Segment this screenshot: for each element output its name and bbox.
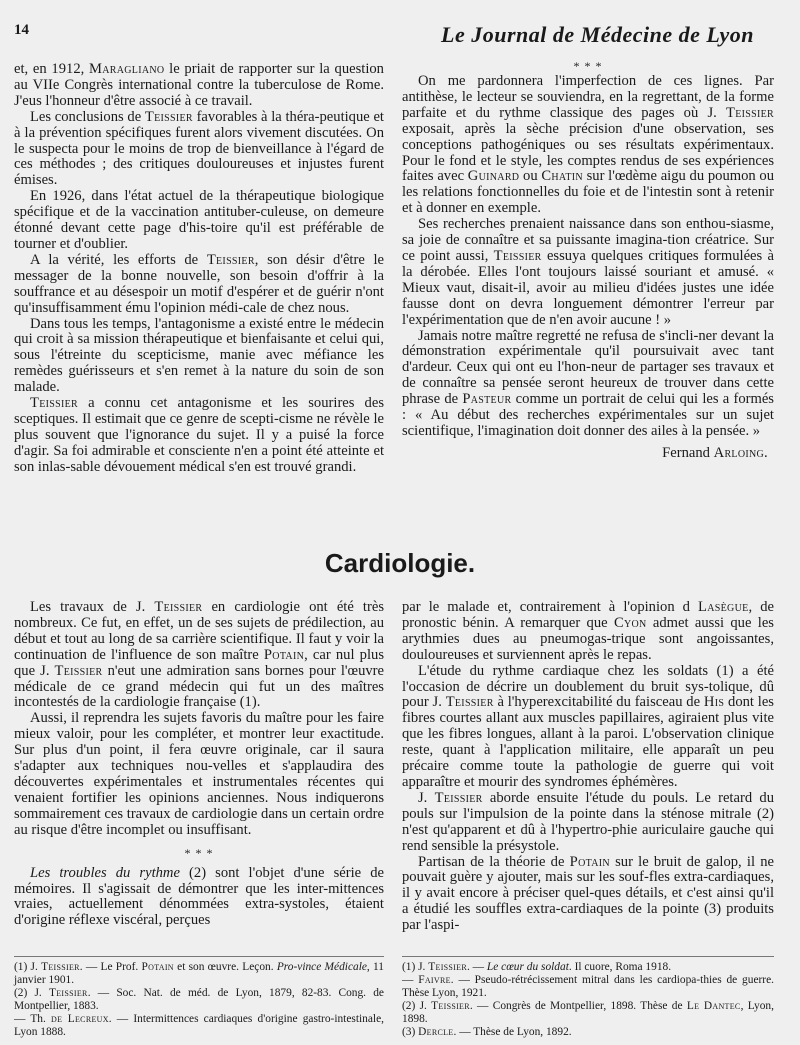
- bottom-left-text: [14, 600, 384, 839]
- person-name: Pasteur: [462, 391, 512, 408]
- person-name: Potain: [141, 961, 174, 973]
- paragraph: (1) J. Teissier. — Le cœur du soldat. Il cuore, Roma 1918.: [402, 961, 672, 973]
- person-name: Guinard: [467, 168, 520, 185]
- paragraph: (1) J. Teissier. — Le Prof. Potain et son œuvre. Leçon. Pro-vince Médicale, 11 janvier 1901.: [14, 961, 384, 986]
- paragraph: On me pardonnera l'imperfection de ces lignes. Par antithèse, le lecteur se souviendra, en la regrettant, de la forme parfaite et du rythme classique des pages où J. Teissier exposait, après la sèche précision d'une observation, ses conceptions pathogéniques ou ses résultats expérimentaux. Pour le fond et le style, les comptes rendus de ses expériences faites avec Guinard ou Chatin sur l'œdème aigu du poumon ou les relations fonctionnelles du foie et de l'intestin sont à retenir et à donner en exemple.: [402, 73, 774, 217]
- person-name: Faivre: [418, 974, 451, 986]
- paragraph: et, en 1912, Maragliano le priait de rapporter sur la question au VIIe Congrès international contre la tuberculose de Rome. J'eus l'honneur d'être associé à ce travail.: [14, 61, 384, 109]
- paragraph: — Faivre. — Pseudo-rétrécissement mitral dans les cardiopa-thies de guerre. Thèse Lyon, 1921.: [402, 974, 774, 999]
- person-name: de Lecreux: [51, 1013, 109, 1025]
- person-name: Teissier: [144, 108, 193, 125]
- person-name: Teissier: [493, 247, 542, 264]
- person-name: Dercle: [418, 1026, 454, 1038]
- signature-first-name: Fernand: [662, 444, 714, 461]
- footnotes-left: [14, 961, 384, 1039]
- italic-title: Les troubles du rythme: [30, 864, 180, 881]
- top-right-column: [402, 59, 774, 462]
- paragraph: Jamais notre maître regretté ne refusa de s'incli-ner devant la démonstration expérimentale qu'il poursuivait avec tant d'ardeur. Ceux qui ont eu l'hon-neur de partager ses travaux et de connaître sa pensée seront heureux de trouver dans cette phrase de Pasteur comme un portrait de celui qui les a formés : « Au début des recherches expérimentales sur un sujet scientifique, l'imagination doit donner des ailes à la pensée. »: [402, 327, 774, 439]
- person-name: Teissier: [206, 251, 255, 268]
- person-name: Teissier: [48, 987, 88, 999]
- section-heading-cardiologie: Cardiologie.: [324, 548, 476, 578]
- italic-title: Le cœur du soldat: [486, 961, 569, 973]
- footnote-divider: [402, 956, 774, 957]
- paragraph: A la vérité, les efforts de Teissier, son désir d'être le messager de la bonne nouvelle, son besoin d'offrir à la souffrance et au désespoir un motif d'espérer et de guérir n'ont qu'insuffisamment ému l'opinion médi-cale de chez nous.: [14, 251, 384, 316]
- person-name: Teissier: [154, 599, 203, 615]
- person-name: Cyon: [613, 614, 647, 631]
- person-name: Teissier: [726, 104, 774, 121]
- journal-title: Le Journal de Médecine de Lyon: [441, 22, 754, 47]
- person-name: Potain: [263, 646, 305, 663]
- person-name: Teissier: [431, 1000, 470, 1012]
- paragraph: En 1926, dans l'état actuel de la thérapeutique biologique spécifique et de la vaccination antituber-culeuse, on demeure étonné devant cette page d'his-toire qu'il est préférable de tourner et d'oublier.: [14, 188, 384, 252]
- bottom-right-column: [402, 600, 774, 934]
- person-name: Potain: [569, 853, 610, 870]
- footnote-divider: [14, 956, 384, 957]
- person-name: Teissier: [428, 961, 467, 973]
- person-name: Maragliano: [89, 61, 165, 77]
- paragraph: Ses recherches prenaient naissance dans son enthou-siasme, sa joie de connaître et sa puissante imagina-tion créatrice. Sur ce point aussi, Teissier essuya quelques critiques formulées à la dérobée. Elles l'ont toujours laissé souriant et amusé. « Mieux vaut, disait-il, avoir au milieu d'idées justes une idée fausse dont on devra longuement démontrer l'erreur par l'expérimentation que de n'en avoir aucune ! »: [402, 216, 774, 328]
- footnotes-right: [402, 961, 774, 1039]
- paragraph: L'étude du rythme cardiaque chez les soldats (1) a été l'occasion de décrire un doublement du bruit sys-tolique, dû pour J. Teissier à l'hyperexcitabilité du faisceau de His dont les fibres courtes allant aux muscles papillaires, agiraient plus vite que les fibres longues, allant à la paroi. L'observation clinique reste, quant à l'application militaire, elle apparaît un peu précaire comme toute la pathologie de guerre qui voit apparaître et mourir des syndromes éphémères.: [402, 662, 774, 790]
- paragraph: J. Teissier aborde ensuite l'étude du pouls. Le retard du pouls sur l'impulsion de la pointe dans la sténose mitrale (2) n'est qu'apparent et dû à l'hypertro-phie auriculaire gauche qui rend sensible la présystole.: [402, 789, 774, 854]
- section-separator-stars: * * *: [573, 59, 603, 73]
- person-name: Teissier: [434, 789, 483, 806]
- paragraph: Partisan de la théorie de Potain sur le bruit de galop, il ne pouvait guère y ajouter, mais sur les souf-fles extra-cardiaques, il y avait encore à préciser quel-ques détails, et c'est ainsi qu'il a étudié les souffles extra-cardiaques de la pointe (3) produits par l'aspi-: [402, 853, 774, 934]
- top-left-column: [14, 62, 384, 476]
- paragraph: Les conclusions de Teissier favorables à la théra-peutique et à la prévention spécifiques furent alors vivement discutées. On le suspecta pour le moins de trop de bienveillance à l'égard de ces méthodes ; des critiques douloureuses et injustes furent émises.: [14, 108, 384, 189]
- person-name: Chatin: [541, 168, 583, 185]
- person-name: Teissier: [41, 961, 80, 973]
- italic-title: Pro-vince Médicale: [276, 961, 367, 973]
- paragraph: (2) J. Teissier. — Soc. Nat. de méd. de Lyon, 1879, 82-83. Cong. de Montpellier, 1883.: [14, 987, 384, 1012]
- person-name: Lasègue: [698, 599, 749, 615]
- paragraph: Dans tous les temps, l'antagonisme a existé entre le médecin qui croit à sa mission thérapeutique et bienfaisante et celui qui, sous l'étreinte du scepticisme, manie avec méfiance les remèdes guérisseurs et s'en remet à la nature du soin de son malade.: [14, 315, 384, 396]
- person-name: Teissier: [445, 694, 494, 711]
- bottom-left-text-continued: [14, 866, 384, 930]
- paragraph: Les travaux de J. Teissier en cardiologie ont été très nombreux. Ce fut, en effet, un de ses sujets de prédilection, au début et tout au long de sa carrière scientifique. Il faut y voir la continuation de l'influence de son maître Potain, car nul plus que J. Teissier n'eut une admiration sans bornes pour l'œuvre médicale de ce grand médecin qui fut un des maîtres incontestés de la cardiologie française (1).: [14, 599, 385, 711]
- person-name: Teissier: [30, 395, 78, 412]
- person-name: His: [703, 694, 725, 711]
- paragraph: — Th. de Lecreux. — Intermittences cardiaques d'origine gastro-intestinale, Lyon 1888.: [14, 1013, 384, 1038]
- top-right-text: [402, 74, 774, 440]
- paragraph: par le malade et, contrairement à l'opinion d Lasègue, de pronostic bénin. A remarquer que Cyon admet aussi que les arythmies dues au pneumogas-trique sont angoissantes, douloureuses et surviennent après le repas.: [402, 599, 774, 663]
- paragraph: Les troubles du rythme (2) sont l'objet d'une série de mémoires. Il s'agissait de démontrer que les inter-mittences vraies, actuellement dénommées extra-systoles, étaient d'origine réflexe viscéral, perçues: [14, 864, 384, 929]
- signature-last-name: Arloing.: [713, 444, 768, 461]
- paragraph: (2) J. Teissier. — Congrès de Montpellier, 1898. Thèse de Le Dantec, Lyon, 1898.: [402, 1000, 774, 1025]
- paragraph: Aussi, il reprendra les sujets favoris du maître pour les faire mieux valoir, pour les compléter, et montrer leur exactitude. Sur plus d'un point, il fera œuvre originale, car il saura s'adapter aux techniques nou-velles et s'applaudira des découvertes expérimentales et instrumentales récentes qui venaient fortifier les opinions anciennes. Nous indiquerons sommairement ces travaux de cardiologie dans un certain ordre au risque d'être incomplet ou insuffisant.: [14, 710, 384, 838]
- author-signature: [402, 446, 774, 462]
- section-separator-stars: * * *: [184, 845, 214, 860]
- paragraph: (3) Dercle. — Thèse de Lyon, 1892.: [402, 1026, 572, 1038]
- paragraph: Teissier a connu cet antagonisme et les sourires des sceptiques. Il estimait que ce genre de scepti-cisme ne révèle le plus souvent que l'ignorance du sujet. Il y a puisé la force d'agir. Sa foi admirable et consciente n'en a point été atteinte et son inlas-sable dévouement médical s'en est trouvé grandi.: [14, 395, 384, 475]
- person-name: Le Dantec: [686, 1000, 741, 1012]
- person-name: Teissier: [54, 662, 103, 679]
- bottom-left-column: [14, 600, 384, 929]
- page-number: 14: [14, 22, 29, 38]
